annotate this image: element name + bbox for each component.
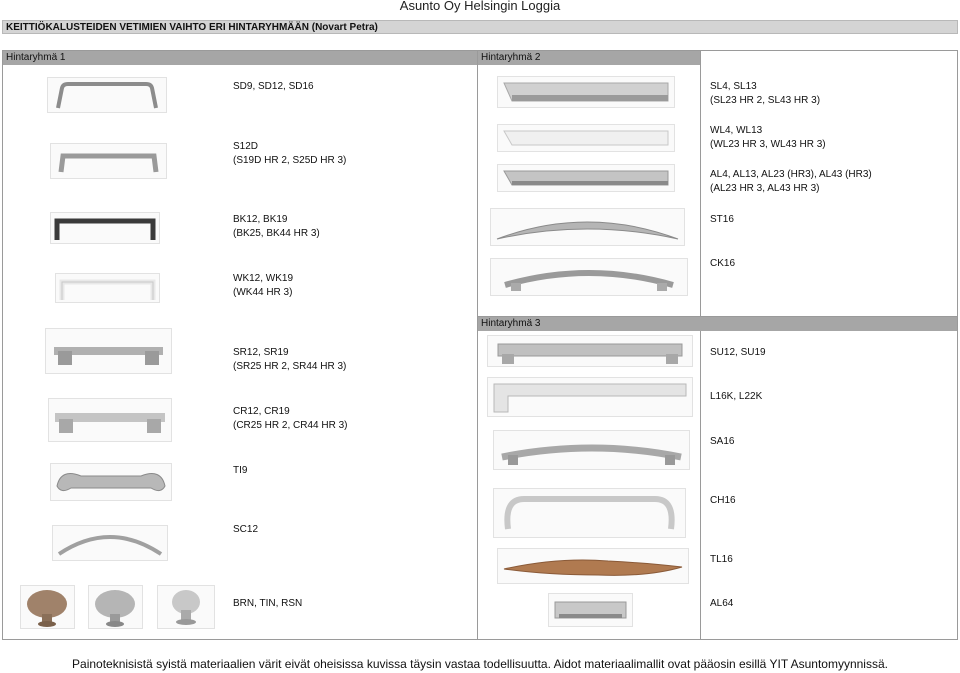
handle-image-wk	[55, 273, 160, 303]
handle-label: SA16	[710, 436, 735, 447]
group-header-2: Hintaryhmä 2	[478, 51, 700, 65]
handle-label: L16K, L22K	[710, 391, 763, 402]
handle-label: SL4, SL13 (SL23 HR 2, SL43 HR 3)	[710, 81, 821, 106]
handle-image-su	[487, 335, 693, 367]
handle-image-st	[490, 208, 685, 246]
handle-image-sa	[493, 430, 690, 470]
group-header-1: Hintaryhmä 1	[3, 51, 477, 65]
handle-label: AL4, AL13, AL23 (HR3), AL43 (HR3) (AL23 HR 3, AL43 HR 3)	[710, 169, 872, 194]
handle-label: BK12, BK19 (BK25, BK44 HR 3)	[233, 214, 320, 239]
handle-image-sd	[47, 77, 167, 113]
handle-label: BRN, TIN, RSN	[233, 598, 303, 609]
document-title: KEITTIÖKALUSTEIDEN VETIMIEN VAIHTO ERI HINTARYHMÄÄN (Novart Petra)	[2, 20, 958, 34]
grid-divider-vertical	[477, 50, 478, 640]
handle-label: ST16	[710, 214, 734, 225]
handle-label: TI9	[233, 465, 248, 476]
handle-image-al	[497, 164, 675, 192]
handle-label: CH16	[710, 495, 736, 506]
handle-image-l16k	[487, 377, 693, 417]
handle-label: CR12, CR19 (CR25 HR 2, CR44 HR 3)	[233, 406, 348, 431]
handle-label: WK12, WK19 (WK44 HR 3)	[233, 273, 294, 298]
handle-image-bk	[50, 212, 160, 244]
knob-image-rsn	[157, 585, 215, 629]
handle-image-sc	[52, 525, 168, 561]
handle-image-cr	[48, 398, 172, 442]
handle-label: SC12	[233, 524, 259, 535]
handle-image-tl	[497, 548, 689, 584]
knob-image-tin	[88, 585, 143, 629]
handle-label: CK16	[710, 258, 736, 269]
handle-image-wl	[497, 124, 675, 152]
handle-image-al64	[548, 593, 633, 627]
grid-divider-vertical	[700, 50, 701, 640]
handle-label: AL64	[710, 598, 734, 609]
handle-image-ti	[50, 463, 172, 501]
handle-image-s12d	[50, 143, 167, 179]
knob-image-brn	[20, 585, 75, 629]
group-header-3: Hintaryhmä 3	[478, 317, 957, 331]
handle-label: TL16	[710, 554, 733, 565]
handle-label: WL4, WL13 (WL23 HR 3, WL43 HR 3)	[710, 125, 826, 150]
handle-label: SU12, SU19	[710, 347, 766, 358]
handle-label: SR12, SR19 (SR25 HR 2, SR44 HR 3)	[233, 347, 347, 372]
handle-image-sl	[497, 76, 675, 108]
handle-image-ch	[493, 488, 686, 538]
handle-label: S12D (S19D HR 2, S25D HR 3)	[233, 141, 347, 166]
handle-image-sr	[45, 328, 172, 374]
footer-note: Painoteknisistä syistä materiaalien värit eivät oheisissa kuvissa täysin vastaa todellisuutta. Aidot materiaalimallit ovat pääosin esillä YIT Asuntomyynnissä.	[72, 657, 888, 671]
handle-image-ck	[490, 258, 688, 296]
handle-label: SD9, SD12, SD16	[233, 81, 314, 92]
company-name: Asunto Oy Helsingin Loggia	[399, 0, 561, 13]
